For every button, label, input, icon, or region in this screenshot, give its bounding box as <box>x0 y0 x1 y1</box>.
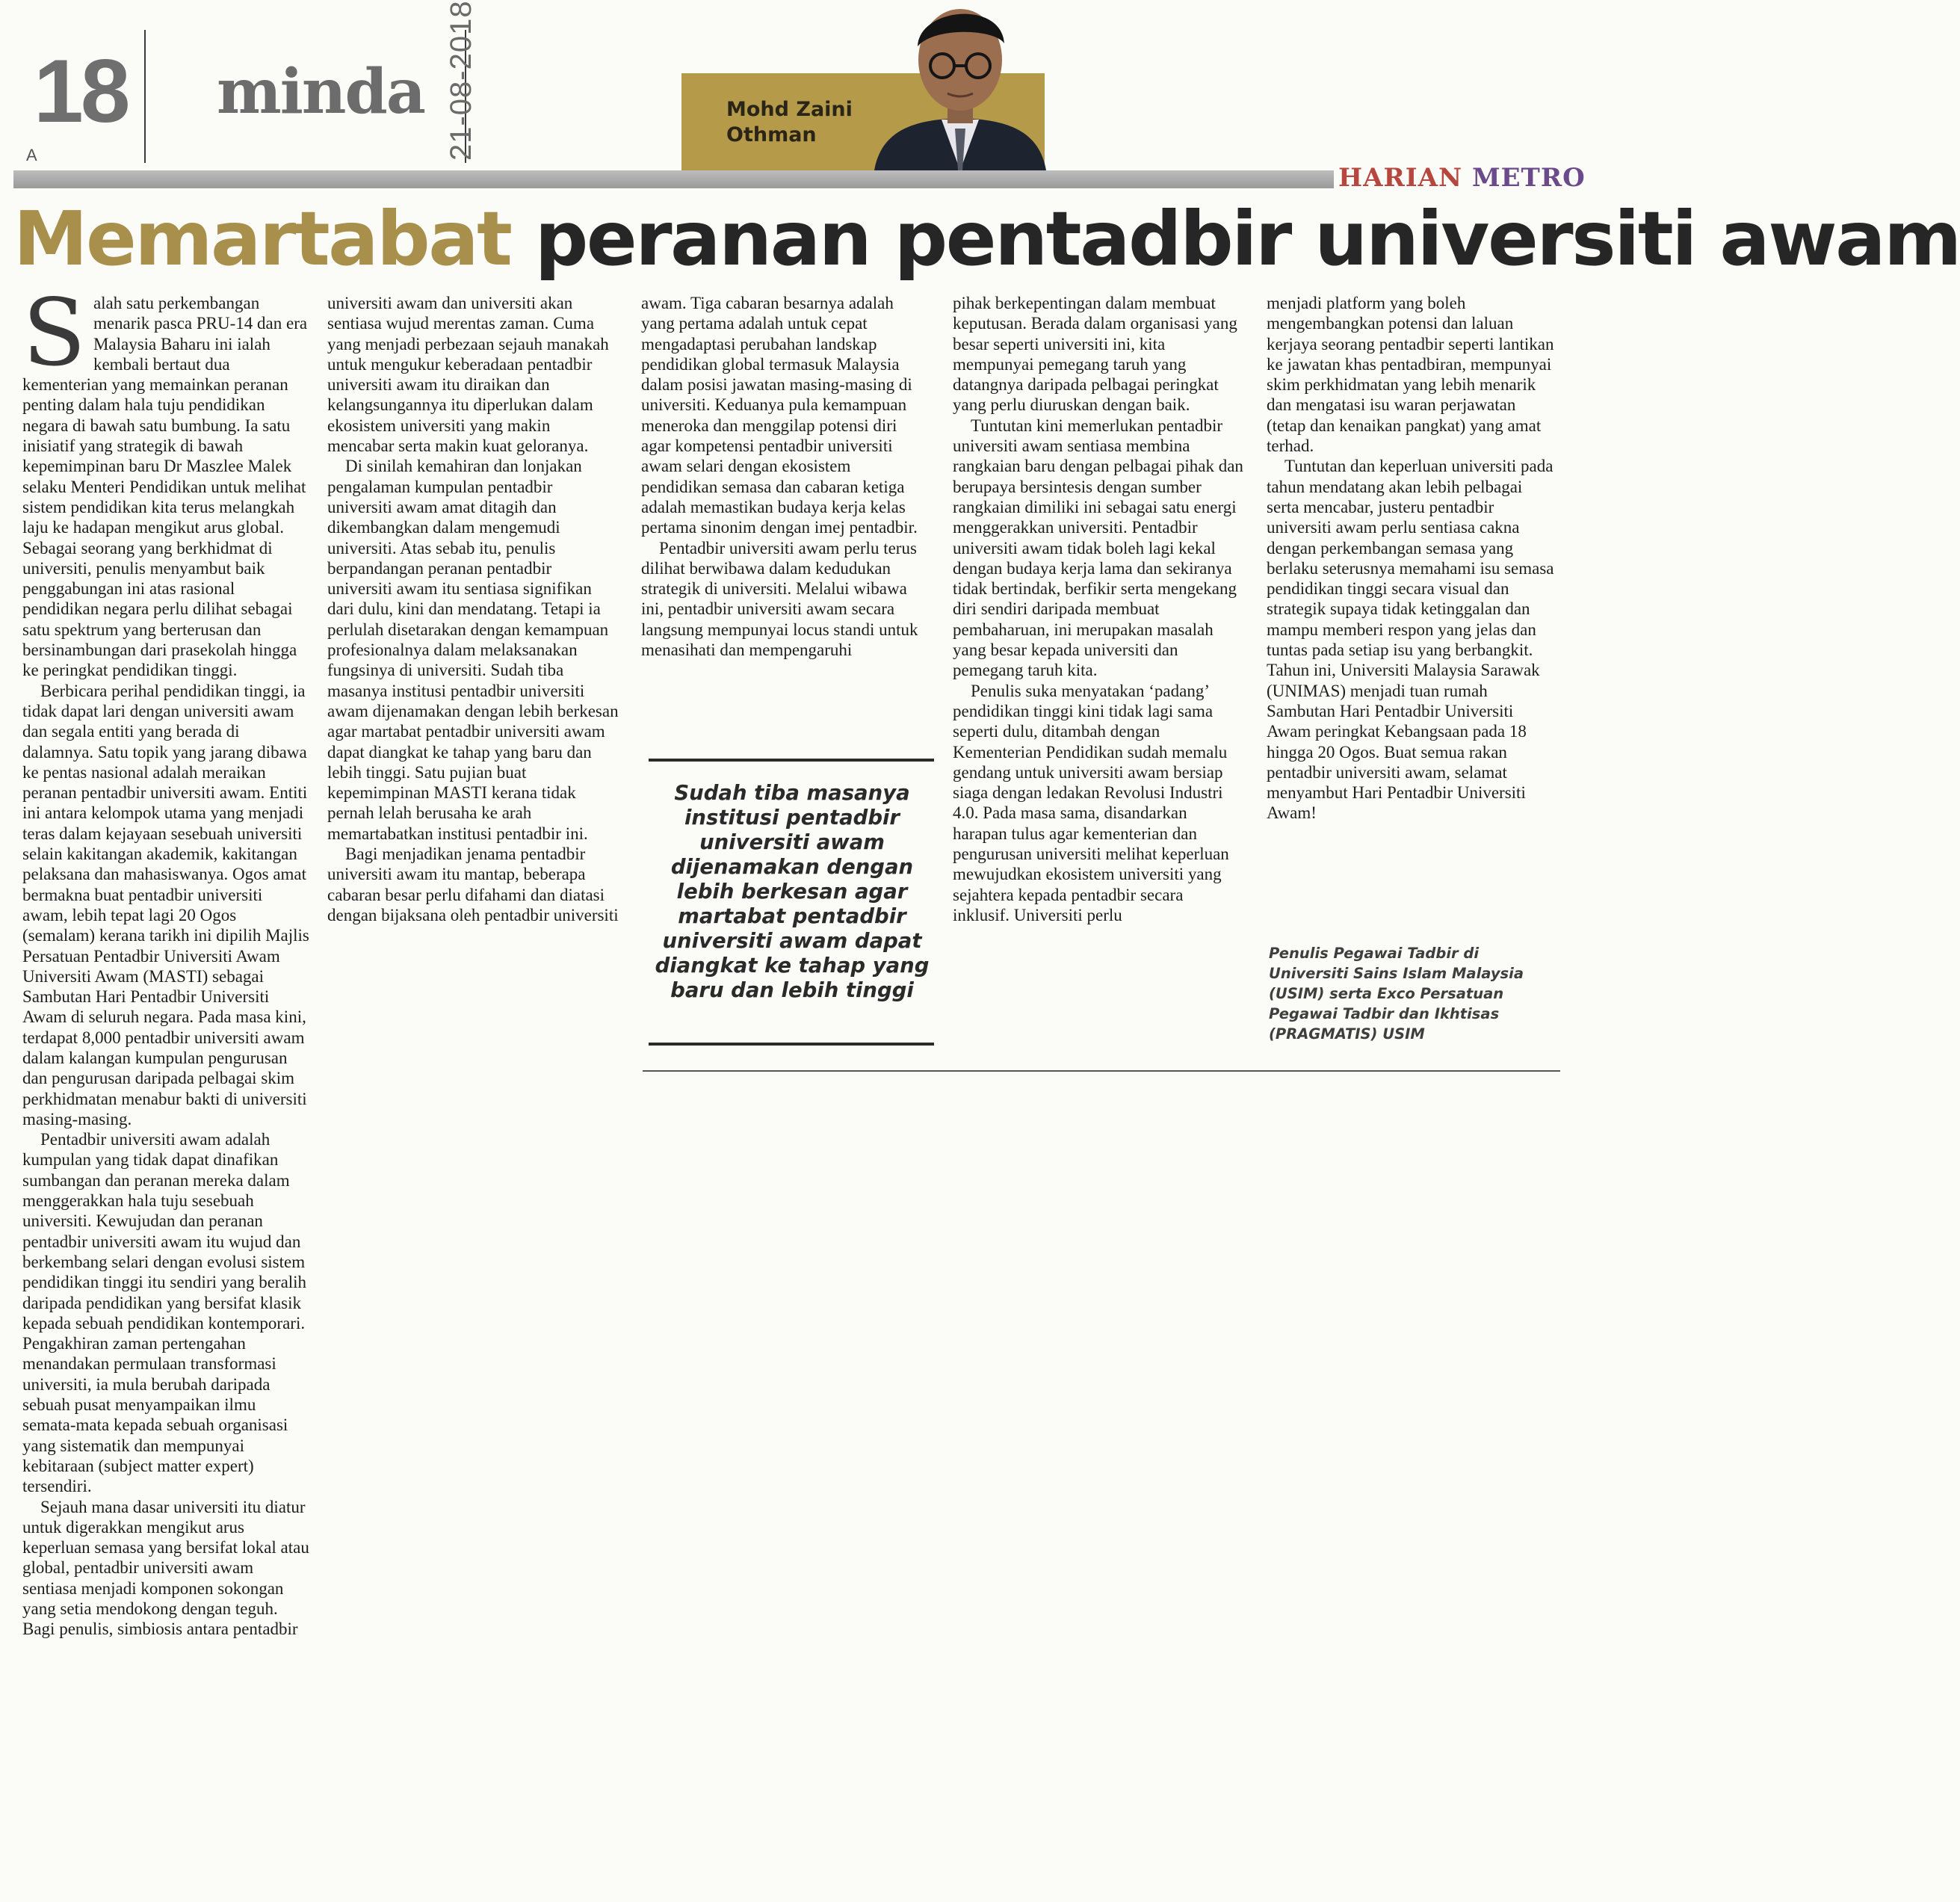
author-note: Penulis Pegawai Tadbir di Universiti Sains Islam Malaysia (USIM) serta Exco Persatuan Pegawai Tadbir dan Ikhtisas (PRAGMATIS) USIM <box>1269 945 1524 1043</box>
paragraph: Tuntutan kini memerlukan pentadbir universiti awam sentiasa membina rangkaian baru dengan pelbagai pihak dan berupaya bersintesis dengan sumber rangkaian dimiliki ini sebagai satu energi menggerakkan universiti. Pentadbir universiti awam tidak boleh lagi kekal dengan budaya kerja lama dan sekiranya tidak bertindak, berfikir serta mengekang diri sendiri daripada membuat pembaharuan, ini merupakan masalah yang besar kepada universiti dan pemegang taruh kita. <box>953 416 1243 680</box>
paragraph: Pentadbir universiti awam adalah kumpulan yang tidak dapat dinafikan sumbangan dan peranan mereka dalam menggerakkan hala tuju sesebuah universiti. Kewujudan dan peranan pentadbir universiti awam itu wujud dan berkembang selari dengan evolusi sistem pendidikan tinggi itu sendiri yang beralih daripada pendidikan yang bersifat klasik kepada sebuah pendidikan kontemporari. Pengakhiran zaman pertengahan menandakan permulaan transformasi universiti, ia mula berubah daripada sebuah pusat menyampaikan ilmu semata-mata kepada sebuah organisasi yang sistematik dan mempunyai kebitaraan (subject matter expert) tersendiri. <box>22 1130 307 1496</box>
paragraph: Di sinilah kemahiran dan lonjakan pengalaman kumpulan pentadbir universiti awam amat ditagih dan dikembangkan dalam mengemudi universiti. Atas sebab itu, penulis berpandangan peranan pentadbir universiti awam itu sentiasa signifikan dari dulu, kini dan mendatang. Tetapi ia perlulah disetarakan dengan kemampuan profesionalnya dalam melaksanakan fungsinya di universiti. Sudah tiba masanya institusi pentadbir universiti awam dijenamakan dengan lebih berkesan agar martabat pentadbir universiti awam dapat diangkat ke tahap yang baru dan lebih tinggi. Satu pujian buat kepemimpinan MASTI kerana tidak pernah lelah berusaha ke arah memartabatkan institusi pentadbir ini. <box>327 457 619 843</box>
header-divider <box>144 30 146 163</box>
author-name-line: Othman <box>726 123 817 146</box>
masthead-harian: HARIAN <box>1338 163 1463 193</box>
section-title: minda <box>217 56 425 128</box>
author-name <box>726 97 853 148</box>
article-column-4 <box>953 293 1244 925</box>
headline-text: peranan pentadbir universiti awam <box>510 195 1960 282</box>
pullquote: Sudah tiba masanya institusi pentadbir universiti awam dijenamakan dengan lebih berkesan agar martabat pentadbir universiti awam dapat diangkat ke tahap yang baru dan lebih tinggi <box>655 781 930 1002</box>
paragraph: Tuntutan dan keperluan universiti pada tahun mendatang akan lebih pelbagai serta mencabar, justeru pentadbir universiti awam perlu sentiasa cakna dengan perkembangan semasa yang berlaku seterusnya memahami isu semasa pendidikan tinggi secara visual dan strategik supaya tidak ketinggalan dan mampu memberi respon yang jelas dan tuntas pada setiap isu yang berbangkit. Tahun ini, Universiti Malaysia Sarawak (UNIMAS) menjadi tuan rumah Sambutan Hari Pentadbir Universiti Awam peringkat Kebangsaan pada 18 hingga 20 Ogos. Buat semua rakan pentadbir universiti awam, selamat menyambut Hari Pentadbir Universiti Awam! <box>1267 457 1554 823</box>
headline-highlight: Memartabat <box>13 195 511 282</box>
paragraph: pihak berkepentingan dalam membuat keputusan. Berada dalam organisasi yang besar seperti universiti ini, kita mempunyai pemegang taruh yang datangnya daripada pelbagai peringkat yang perlu diuruskan dengan baik. <box>953 294 1237 415</box>
paragraph: Penulis suka menyatakan ‘padang’ pendidikan tinggi kini tidak lagi sama seperti dulu, ditambah dengan Kementerian Pendidikan sudah memalu gendang untuk universiti awam bersiap siaga dengan ledakan Revolusi Industri 4.0. Pada masa sama, disandarkan harapan tulus agar kementerian dan pengurusan universiti melihat keperluan mewujudkan ekosistem universiti yang sejahtera kepada pentadbir secara inklusif. Universiti perlu <box>953 681 1229 924</box>
paragraph: alah satu perkembangan menarik pasca PRU-14 dan era Malaysia Baharu ini ialah kembali bertaut dua kementerian yang memainkan peranan penting dalam hala tuju pendidikan negara di bawah satu bumbung. Ia satu inisiatif yang strategik di bawah kepemimpinan baru Dr Maszlee Malek selaku Menteri Pendidikan untuk melihat sistem pendidikan kita terus melangkah laju ke hadapan mengikut arus global. Sebagai seorang yang berkhidmat di universiti, penulis menyambut baik penggabungan ini atas rasional pendidikan negara perlu dilihat sebagai satu spektrum yang berterusan dan bersinambungan dari prasekolah hingga ke peringkat pendidikan tinggi. <box>22 294 308 680</box>
paragraph: Bagi menjadikan jenama pentadbir universiti awam itu mantap, beberapa cabaran besar perlu difahami dan diatasi dengan bijaksana oleh pentadbir universiti <box>327 845 619 924</box>
article-column-3 <box>641 293 930 660</box>
pullquote-rule-bottom <box>649 1043 934 1046</box>
header-rule <box>13 170 1560 188</box>
paragraph: menjadi platform yang boleh mengembangkan potensi dan laluan kerjaya seorang pentadbir seperti lantikan ke jawatan khas pentadbiran, mempunyai skim perkhidmatan yang lebih menarik dan mengatasi isu waran perjawatan (tetap dan kenaikan pangkat) yang amat terhad. <box>1267 294 1554 456</box>
author-name-line: Mohd Zaini <box>726 98 853 121</box>
article-column-2 <box>327 293 619 925</box>
masthead-logo <box>1334 163 1590 193</box>
page-number: 18 <box>34 41 128 141</box>
edition-mark: A <box>26 146 37 164</box>
paragraph: universiti awam dan universiti akan sentiasa wujud merentas zaman. Cuma yang menjadi perbezaan sejauh manakah untuk mengukur keberadaan pentadbir universiti awam itu diraikan dan kelangsungannya itu diperlukan dalam ekosistem universiti yang makin mencabar serta makin kuat geloranya. <box>327 294 609 456</box>
paragraph: Sejauh mana dasar universiti itu diatur untuk digerakkan mengikut arus keperluan semasa yang bersifat lokal atau global, pentadbir universiti awam sentiasa menjadi komponen sokongan yang setia mendokong dengan teguh. Bagi penulis, simbiosis antara pentadbir <box>22 1497 309 1639</box>
drop-cap: S <box>22 280 86 387</box>
author-portrait <box>859 0 1061 170</box>
article-end-rule <box>643 1070 1560 1072</box>
masthead-metro: METRO <box>1471 163 1586 193</box>
pullquote-rule-top <box>649 759 934 762</box>
paragraph: Berbicara perihal pendidikan tinggi, ia tidak dapat lari dengan universiti awam dan segala entiti yang berada di dalamnya. Satu topik yang jarang dibawa ke pentas nasional adalah meraikan peranan pentadbir universiti awam. Entiti ini antara kelompok utama yang menjadi teras dalam kejayaan sesebuah universiti selain kakitangan akademik, kakitangan pelaksana dan mahasiswanya. Ogos amat bermakna buat pentadbir universiti awam, lebih tepat lagi 20 Ogos (semalam) kerana tarikh ini dipilih Majlis Persatuan Pentadbir Universiti Awam Universiti Awam (MASTI) sebagai Sambutan Hari Pentadbir Universiti Awam di seluruh negara. Pada masa kini, terdapat 8,000 pentadbir universiti awam dalam kalangan kumpulan pengurusan dan pengurusan daripada pelbagai skim perkhidmatan menabur bakti di universiti masing-masing. <box>22 681 309 1128</box>
issue-date: 21-08-2018 <box>445 0 477 161</box>
article-column-1 <box>22 280 310 1640</box>
paragraph: Pentadbir universiti awam perlu terus dilihat berwibawa dalam kedudukan strategik di universiti. Melalui wibawa ini, pentadbir universiti awam secara langsung mempunyai locus standi untuk menasihati dan mempengaruhi <box>641 538 918 660</box>
article-column-5 <box>1267 293 1558 824</box>
headline <box>13 195 1960 282</box>
paragraph: awam. Tiga cabaran besarnya adalah yang pertama adalah untuk cepat mengadaptasi perubahan landskap pendidikan global termasuk Malaysia dalam posisi jawatan masing-masing di universiti. Keduanya pula kemampuan meneroka dan menggilap potensi diri agar kompetensi pentadbir universiti awam selari dengan ekosistem pendidikan semasa dan cabaran ketiga adalah memastikan budaya kerja kelas pertama sinonim dengan imej pentadbir. <box>641 294 918 537</box>
